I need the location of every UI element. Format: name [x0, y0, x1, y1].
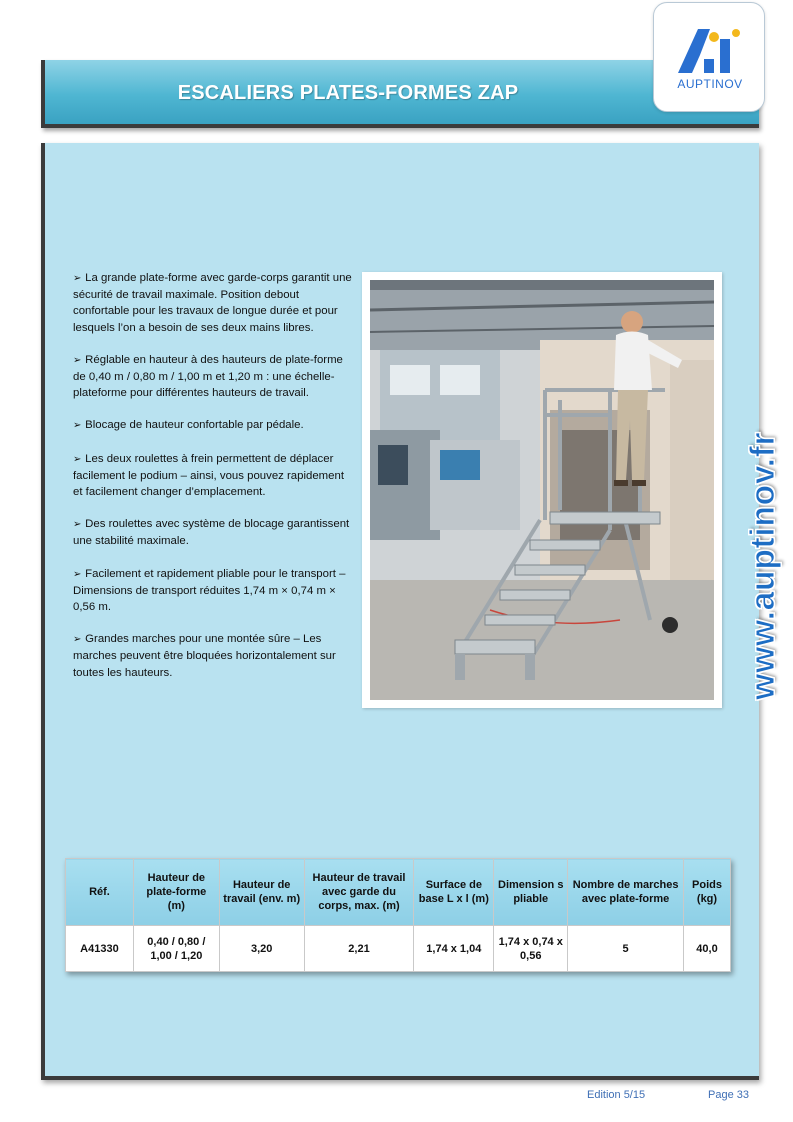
stair-platform-illustration — [370, 280, 714, 700]
table-header-cell: Hauteur de plate-forme (m) — [133, 859, 219, 926]
table-header-cell: Hauteur de travail avec garde du corps, max. (m) — [304, 859, 414, 926]
table-header-cell: Poids (kg) — [683, 859, 730, 926]
table-header-cell: Nombre de marches avec plate-forme — [568, 859, 684, 926]
feature-text: Réglable en hauteur à des hauteurs de plate-forme de 0,40 m / 0,80 m / 1,00 m et 1,20 m : une échelle-plateforme pour différentes hauteurs de travail. — [73, 353, 343, 400]
table-cell: 3,20 — [219, 926, 304, 972]
arrow-bullet-icon: ➢ — [73, 354, 82, 366]
table-cell: 40,0 — [683, 926, 730, 972]
feature-text: Grandes marches pour une montée sûre – Les marches peuvent être bloquées horizontalement sur toutes les hauteurs. — [73, 633, 336, 679]
feature-text: Blocage de hauteur confortable par pédale. — [85, 419, 304, 432]
table-header-row — [66, 859, 731, 926]
feature-item — [73, 516, 355, 549]
feature-item — [73, 270, 355, 336]
table-cell: 1,74 x 0,74 x 0,56 — [494, 926, 568, 972]
table-cell: 0,40 / 0,80 / 1,00 / 1,20 — [133, 926, 219, 972]
feature-item — [73, 451, 355, 501]
feature-list — [73, 270, 355, 681]
feature-text: Facilement et rapidement pliable pour le transport – Dimensions de transport réduites 1,74 m × 0,74 m × 0,56 m. — [73, 567, 346, 614]
feature-item — [73, 566, 355, 616]
table-cell: A41330 — [66, 926, 134, 972]
feature-item — [73, 352, 355, 402]
table-header-cell: Dimension s pliable — [494, 859, 568, 926]
feature-text: Les deux roulettes à frein permettent de déplacer facilement le podium – ainsi, vous pouvez rapidement et facilement changer d’emplacement. — [73, 452, 344, 499]
logo-text: AUPTINOV — [677, 77, 743, 91]
auptinov-logo-icon — [674, 25, 746, 75]
feature-item — [73, 631, 355, 681]
table-cell: 2,21 — [304, 926, 414, 972]
website-url: www.auptinov.fr — [744, 431, 782, 700]
page-title: ESCALIERS PLATES-FORMES ZAP — [177, 82, 519, 104]
feature-item — [73, 417, 355, 434]
arrow-bullet-icon: ➢ — [73, 568, 82, 580]
footer-edition: Edition 5/15 — [587, 1089, 646, 1101]
logo — [653, 2, 765, 112]
header-bar — [41, 60, 759, 128]
spec-table — [65, 858, 731, 972]
table-cell: 5 — [568, 926, 684, 972]
arrow-bullet-icon: ➢ — [73, 453, 82, 465]
feature-text: Des roulettes avec système de blocage garantissent une stabilité maximale. — [73, 518, 350, 548]
feature-text: La grande plate-forme avec garde-corps garantit une sécurité de travail maximale. Position debout confortable pour les travaux de longue durée et pour lesquels l’on a besoin de ses deux mains libres. — [73, 272, 352, 334]
table-header-cell: Réf. — [66, 859, 134, 926]
footer-page-number: Page 33 — [708, 1089, 749, 1101]
table-header-cell: Hauteur de travail (env. m) — [219, 859, 304, 926]
table-row — [66, 926, 731, 972]
arrow-bullet-icon: ➢ — [73, 519, 82, 531]
arrow-bullet-icon: ➢ — [73, 273, 82, 284]
table-cell: 1,74 x 1,04 — [414, 926, 494, 972]
arrow-bullet-icon: ➢ — [73, 420, 82, 432]
product-photo — [362, 272, 722, 708]
table-header-cell: Surface de base L x l (m) — [414, 859, 494, 926]
arrow-bullet-icon: ➢ — [73, 634, 82, 646]
